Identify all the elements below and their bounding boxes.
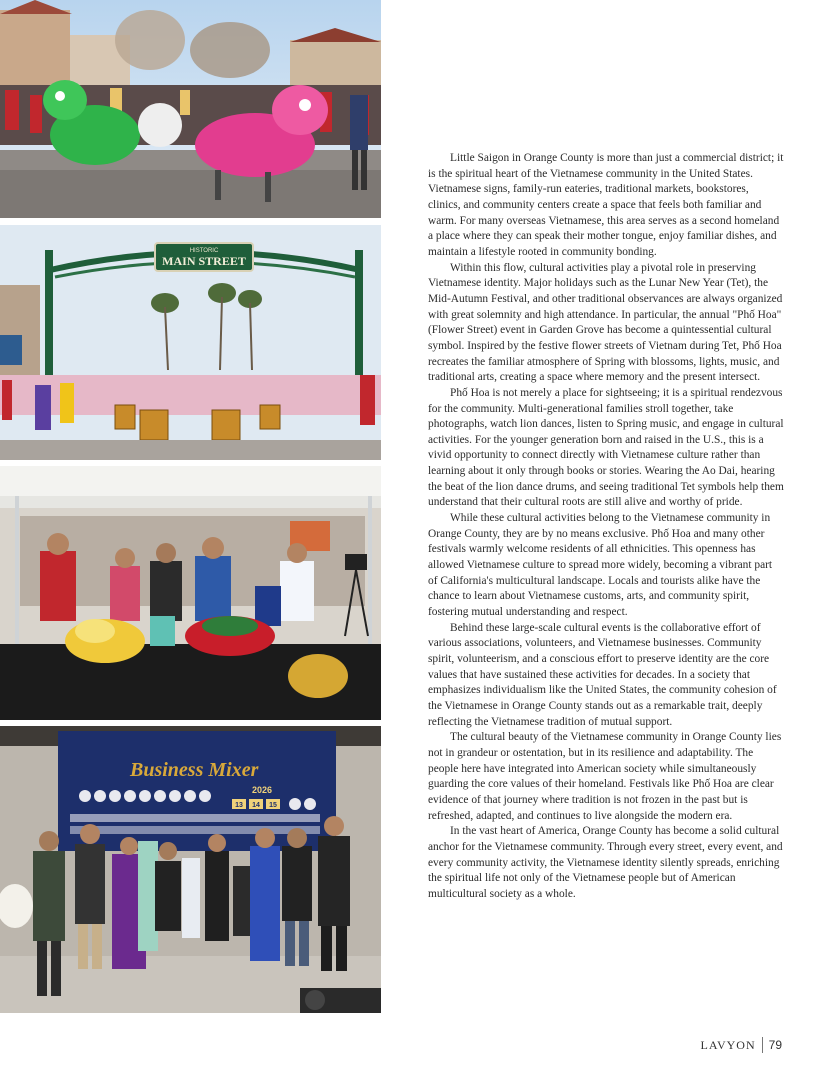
banner-year: 2026 [251,785,273,795]
article-paragraph-4: While these cultural activities belong to the Vietnamese community in Orange County, they are by no means exclusive. Phố Hoa and many other festivals warmly welcome residents of all ethnicities. This openness has allowed Vietnamese culture to spread more widely, becoming a vibrant part of California's multicultural landscape. Locals and tourists alike have the chance to learn about Vietnamese customs, arts, and community spirit, fostering mutual understanding and respect. [428,512,773,619]
banner-title: Business Mixer [130,759,259,781]
banner-date-2: 14 [252,802,260,809]
banner-date-3: 15 [269,802,277,809]
banner-date-1: 13 [235,802,243,809]
article-paragraph-6: The cultural beauty of the Vietnamese community in Orange County lies not in grandeur or ostentation, but in its resilience and adaptability. The people here have integrated into American society while simultaneously guarding the core values of their homeland. Festivals like Phố Hoa are clear evidence of that journey where tradition is not frozen in the past but is refreshed, adapted, and continues to live alongside the modern era. [428,731,782,822]
photo-business-mixer-group [0,726,381,1013]
street-sign-small-text: HISTORIC [189,248,219,254]
street-sign-text: MAIN STREET [162,254,246,268]
photo-main-street-drummers [0,225,381,460]
photo-press-conference [0,466,381,720]
article-body [428,151,784,903]
article-paragraph-2: Within this flow, cultural activities play a pivotal role in preserving Vietnamese identity. Major holidays such as the Lunar New Year (Tet), the Mid-Autumn Festival, and other traditional observances are always organized with great solemnity and high attendance. In particular, the annual "Phố Hoa" (Flower Street) event in Garden Grove has become a quintessential cultural symbol. Inspired by the festive flower streets of Vietnam during Tet, Phố Hoa recreates the familiar atmosphere of Spring with blossoms, lights, music, and traditional arts, creating a space where memory and the present intersect. [428,261,783,384]
article-paragraph-5: Behind these large-scale cultural events is the collaborative effort of various associations, volunteers, and Vietnamese businesses. Community spirit, volunteerism, and a conscious effort to preserve identity are the core values that have sustained these activities for decades. In a society that emphasizes individualism like the United States, the community cohesion of the Vietnamese in Orange County stands out as a remarkable trait, deeply reflecting the Vietnamese tradition of mutual support. [428,621,777,728]
article-paragraph-3: Phố Hoa is not merely a place for sightseeing; it is a spiritual rendezvous for the community. Multi-generational families stroll together, take photographs, watch lion dances, listen to Spring music, and engage in cultural activities. For the younger generation born and raised in the U.S., this is a vivid opportunity to connect directly with Vietnamese culture rather than learning about it only through books or stories. Wearing the Ao Dai, hearing the beat of the lion dance drums, and seeing traditional Tet symbols help them understand that their cultural roots are still alive and worthy of pride. [428,386,784,509]
magazine-brand: LAVYON [700,1037,756,1052]
page-footer [701,1037,782,1053]
footer-divider [762,1037,763,1053]
article-paragraph-1: Little Saigon in Orange County is more than just a commercial district; it is the spiritual heart of the Vietnamese community in the United States. Vietnamese signs, family-run eateries, traditional markets, bookstores, clinics, and community centers create a space that feels both familiar and warm. For many overseas Vietnamese, this area serves as a second homeland a place where they can speak their mother tongue, enjoy familiar dishes, and maintain a lifestyle rooted in community bonding. [428,152,784,258]
article-paragraph-7: In the vast heart of America, Orange County has become a solid cultural anchor for the Vietnamese community. Through every street, every event, and every community activity, the Vietnamese identity silently spreads, enriching the spiritual life not only of the Vietnamese people but of American multicultural society as a whole. [428,825,783,900]
page-number: 79 [768,1038,782,1052]
photo-lion-dance-parade [0,0,381,218]
